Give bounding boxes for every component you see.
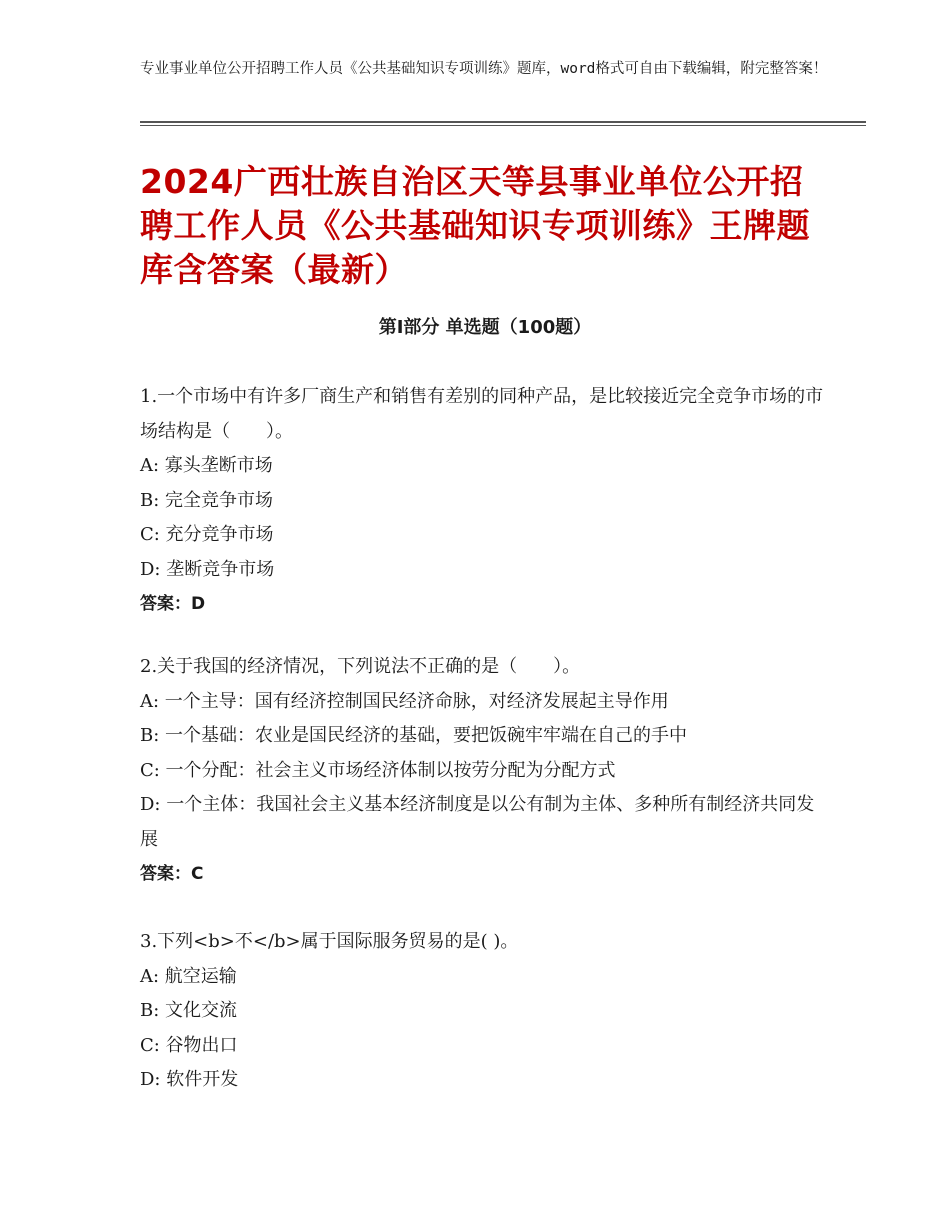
option-c: C: 谷物出口 [140, 1034, 238, 1056]
question-1 [140, 380, 830, 622]
header-note: 专业事业单位公开招聘工作人员《公共基础知识专项训练》题库，word格式可自由下载编辑，附完整答案！ [140, 61, 828, 77]
option-c: C: 充分竞争市场 [140, 524, 274, 545]
header-rule-thick [140, 121, 866, 123]
question-text: 3.下列<b>不</b>属于国际服务贸易的是( )。 [140, 931, 519, 952]
option-a: A: 寡头垄断市场 [140, 455, 273, 476]
option-c: C: 一个分配：社会主义市场经济体制以按劳分配为分配方式 [140, 759, 616, 781]
question-text: 1.一个市场中有许多厂商生产和销售有差别的同种产品，是比较接近完全竞争市场的市场结构是（ ）。 [140, 386, 824, 442]
option-b: B: 完全竞争市场 [140, 489, 274, 511]
question-2 [140, 650, 830, 892]
option-d: D: 软件开发 [140, 1069, 239, 1090]
question-3 [140, 925, 830, 1098]
question-text: 2.关于我国的经济情况，下列说法不正确的是（ ）。 [140, 656, 581, 677]
document-title: 2024广西壮族自治区天等县事业单位公开招聘工作人员《公共基础知识专项训练》王牌题库含答案（最新） [140, 162, 810, 289]
option-b: B: 一个基础：农业是国民经济的基础，要把饭碗牢牢端在自己的手中 [140, 725, 688, 746]
answer: 答案：D [140, 594, 206, 614]
option-b: B: 文化交流 [140, 1000, 238, 1021]
option-a: A: 一个主导：国有经济控制国民经济命脉，对经济发展起主导作用 [140, 690, 669, 712]
answer: 答案：C [140, 864, 204, 884]
option-d: D: 垄断竞争市场 [140, 558, 275, 580]
section-title: 第Ⅰ部分 单选题（100题） [378, 317, 592, 338]
option-d: D: 一个主体：我国社会主义基本经济制度是以公有制为主体、多种所有制经济共同发展 [140, 794, 815, 850]
header-rule-thin [140, 125, 866, 126]
option-a: A: 航空运输 [140, 965, 237, 987]
